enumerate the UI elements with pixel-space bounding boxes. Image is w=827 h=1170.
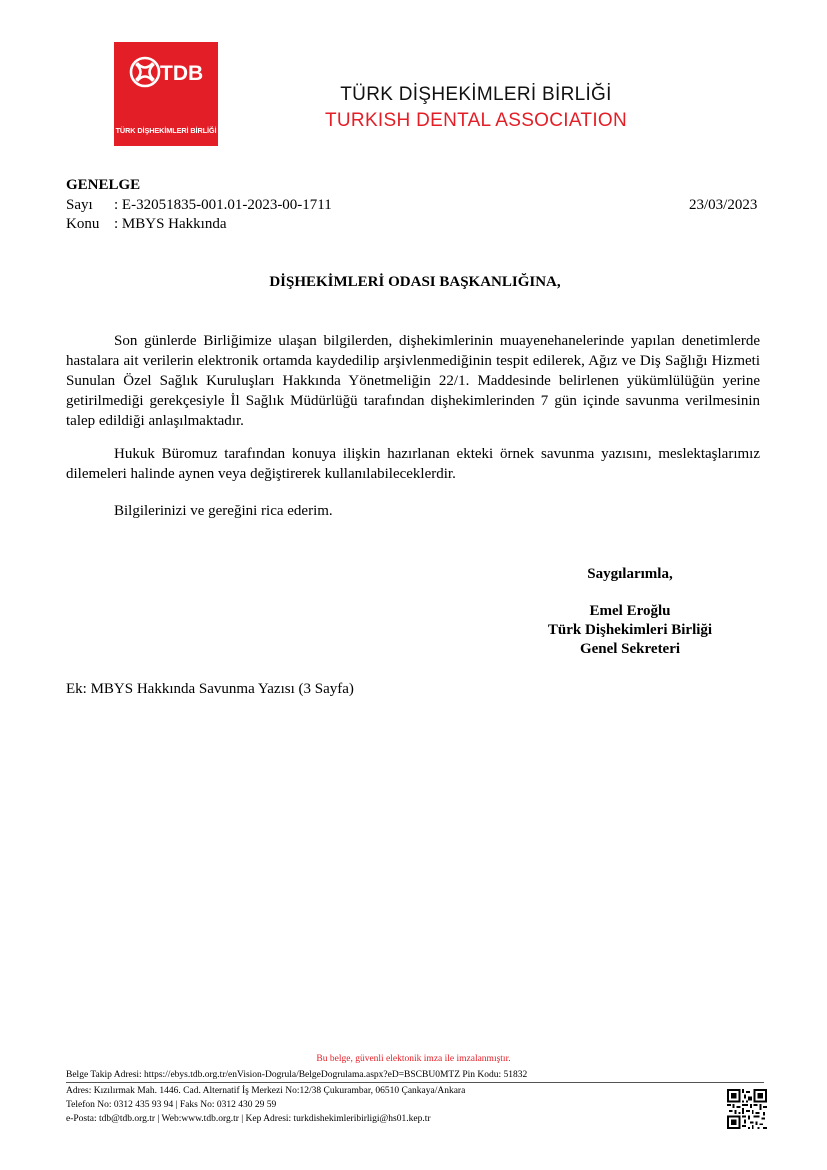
- tracking-link[interactable]: Belge Takip Adresi: https://ebys.tdb.org.tr/enVision-Dogrula/BelgeDogrulama.aspx?eD=BSCBU0MTZ Pin Kodu: 51832: [66, 1070, 528, 1080]
- signatory-organization: Türk Dişhekimleri Birliği: [547, 622, 713, 638]
- body-paragraph-1: Son günlerde Birliğimize ulaşan bilgilerden, dişhekimlerinin muayenehanelerinde yapılan denetimlerde hastalara ait verilerin elektronik ortamda kaydedilip arşivlenmediğinin tespit edilerek, Ağız ve Diş Sağlığı Hizmeti Sunulan Özel Sağlık Kuruluşları Hakkında Yönetmeliğin 22/1. Maddesinde belirlenen yükümlülüğün yerine getirilmediği gerekçesiyle İl Sağlık Müdürlüğü tarafından dişhekimlerinden 7 gün içinde savunma verilmesinin talep edildiği anlaşılmaktadır.: [66, 333, 760, 429]
- footer-phone: Telefon No: 0312 435 93 94 | Faks No: 0312 430 29 59: [66, 1100, 277, 1110]
- sayi-value: : E-32051835-001.01-2023-00-1711: [114, 197, 332, 213]
- signatory-name: Emel Eroğlu: [589, 603, 671, 619]
- konu-value: : MBYS Hakkında: [114, 216, 227, 232]
- footer-divider: [66, 1082, 764, 1083]
- doc-type: GENELGE: [66, 177, 141, 193]
- body-paragraph-2: Hukuk Büromuz tarafından konuya ilişkin hazırlanan ekteki örnek savunma yazısını, meslektaşlarımız dilemeleri halinde aynen veya değiştirerek kullanılabileceklerdir.: [66, 446, 760, 482]
- addressee: DİŞHEKİMLERİ ODASI BAŞKANLIĞINA,: [269, 274, 561, 290]
- document-date: 23/03/2023: [689, 197, 758, 213]
- signatory-title: Genel Sekreteri: [579, 641, 681, 657]
- konu-label: Konu: [66, 216, 100, 232]
- esign-notice: Bu belge, güvenli elektonik imza ile imzalanmıştır.: [316, 1054, 511, 1064]
- footer-email: e-Posta: tdb@tdb.org.tr | Web:www.tdb.org.tr | Kep Adresi: turkdishekimleribirligi@hs01.kep.tr: [66, 1114, 431, 1124]
- body-paragraph-3: Bilgilerinizi ve gereğini rica ederim.: [114, 503, 333, 519]
- logo-caption: TÜRK DİŞHEKİMLERİ BİRLİĞİ: [115, 126, 217, 135]
- org-name-english: TURKISH DENTAL ASSOCIATION: [325, 110, 627, 131]
- org-name-turkish: TÜRK DİŞHEKİMLERİ BİRLİĞİ: [340, 84, 612, 105]
- attachment-note: Ek: MBYS Hakkında Savunma Yazısı (3 Sayfa): [66, 681, 354, 697]
- qr-code-icon: [727, 1089, 767, 1129]
- sayi-label: Sayı: [66, 197, 93, 213]
- tdb-emblem-icon: [114, 42, 218, 126]
- logo-brand-text: TDB: [160, 62, 204, 85]
- tdb-logo: [114, 42, 218, 146]
- closing-regards: Saygılarımla,: [587, 566, 673, 582]
- footer-address: Adres: Kızılırmak Mah. 1446. Cad. Alternatif İş Merkezi No:12/38 Çukurambar, 06510 Çankaya/Ankara: [66, 1086, 466, 1096]
